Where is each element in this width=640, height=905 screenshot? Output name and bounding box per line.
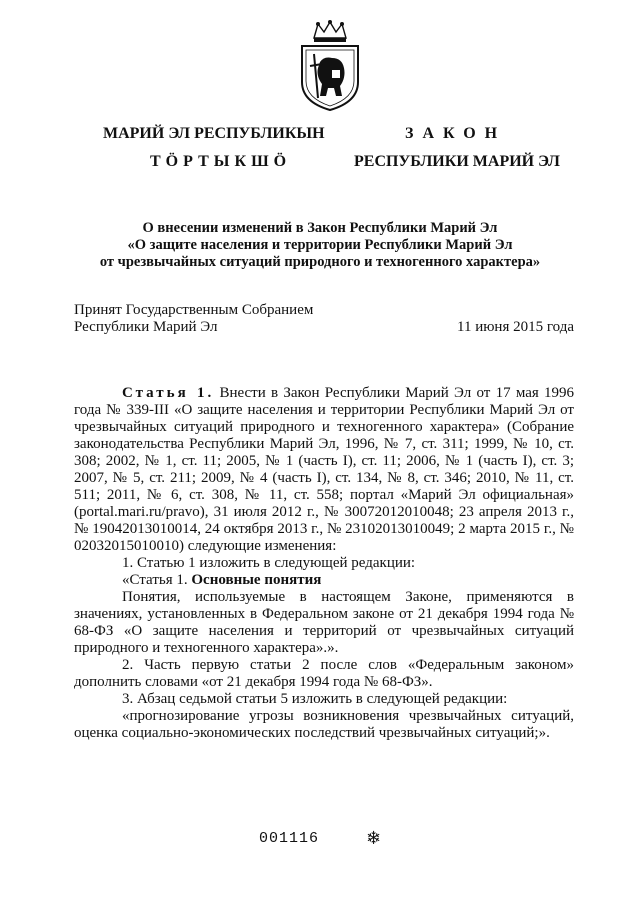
- item-2: 2. Часть первую статьи 2 после слов «Федеральным законом» дополнить словами «от 21 декабря 1994 года № 68-ФЗ».: [74, 657, 574, 690]
- header-left-line1: МАРИЙ ЭЛ РЕСПУБЛИКЫН: [103, 125, 325, 142]
- article-label: Статья 1.: [122, 385, 215, 401]
- adoption-line2: Республики Марий Эл: [74, 319, 218, 335]
- quote-prefix: «Статья 1.: [122, 572, 188, 588]
- title-line1: О внесении изменений в Закон Республики Марий Эл: [142, 220, 498, 236]
- quote-title: Основные понятия: [191, 572, 322, 588]
- article-body: [74, 385, 574, 742]
- header-left-line2: ТӦРТЫКШӦ: [150, 153, 292, 170]
- item-1: 1. Статью 1 изложить в следующей редакции:: [122, 555, 416, 571]
- adoption-line1: Принят Государственным Собранием: [74, 302, 314, 318]
- snowflake-icon: ❄: [366, 828, 382, 849]
- document-title: [0, 220, 640, 271]
- title-line2: «О защите населения и территории Республики Марий Эл: [127, 237, 513, 253]
- header-right-line1: ЗАКОН: [405, 125, 507, 142]
- item-3-text: «прогнозирование угрозы возникновения чрезвычайных ситуаций, оценка социально-экономических последствий чрезвычайных ситуаций;».: [74, 708, 574, 741]
- adoption-block: [74, 302, 574, 336]
- item-3: 3. Абзац седьмой статьи 5 изложить в следующей редакции:: [122, 691, 508, 707]
- adoption-date: 11 июня 2015 года: [457, 319, 574, 335]
- article-intro-text: Внести в Закон Республики Марий Эл от 17 мая 1996 года № 339-III «О защите населения и территории Республики Марий Эл от чрезвычайных ситуаций природного и техногенного характера» (Собрание законодательства Республики Марий Эл, 1996, № 7, ст. 311; 1999, № 10, ст. 308; 2002, № 1, ст. 11; 2005, № 1 (часть I), ст. 11; 2006, № 1 (часть I), ст. 3; 2007, № 5, ст. 211; 2009, № 4 (часть I), ст. 134, № 8, ст. 346; 2010, № 11, ст. 511; 2011, № 6, ст. 308, № 11, ст. 558; портал «Марий Эл официальная» (portal.mari.ru/pravo), 31 июля 2012 г., № 30072012010048; 23 апреля 2013 г., № 19042013010014, 24 октября 2013 г., № 23102013010049; 2 марта 2015 г., № 02032015010010) следующие изменения:: [74, 385, 575, 554]
- quote-heading: [74, 572, 574, 589]
- article-intro: [74, 385, 574, 555]
- title-line3: от чрезвычайных ситуаций природного и техногенного характера»: [99, 254, 541, 270]
- document-number: 001116: [259, 830, 320, 847]
- quote-text: Понятия, используемые в настоящем Законе, применяются в значениях, установленных в Федеральном законе от 21 декабря 1994 года № 68-ФЗ «О защите населения и территорий от чрезвычайных ситуаций природного и техногенного характера».».: [74, 589, 574, 656]
- coat-of-arms-icon: [294, 20, 366, 112]
- header-right-line2: РЕСПУБЛИКИ МАРИЙ ЭЛ: [354, 153, 560, 170]
